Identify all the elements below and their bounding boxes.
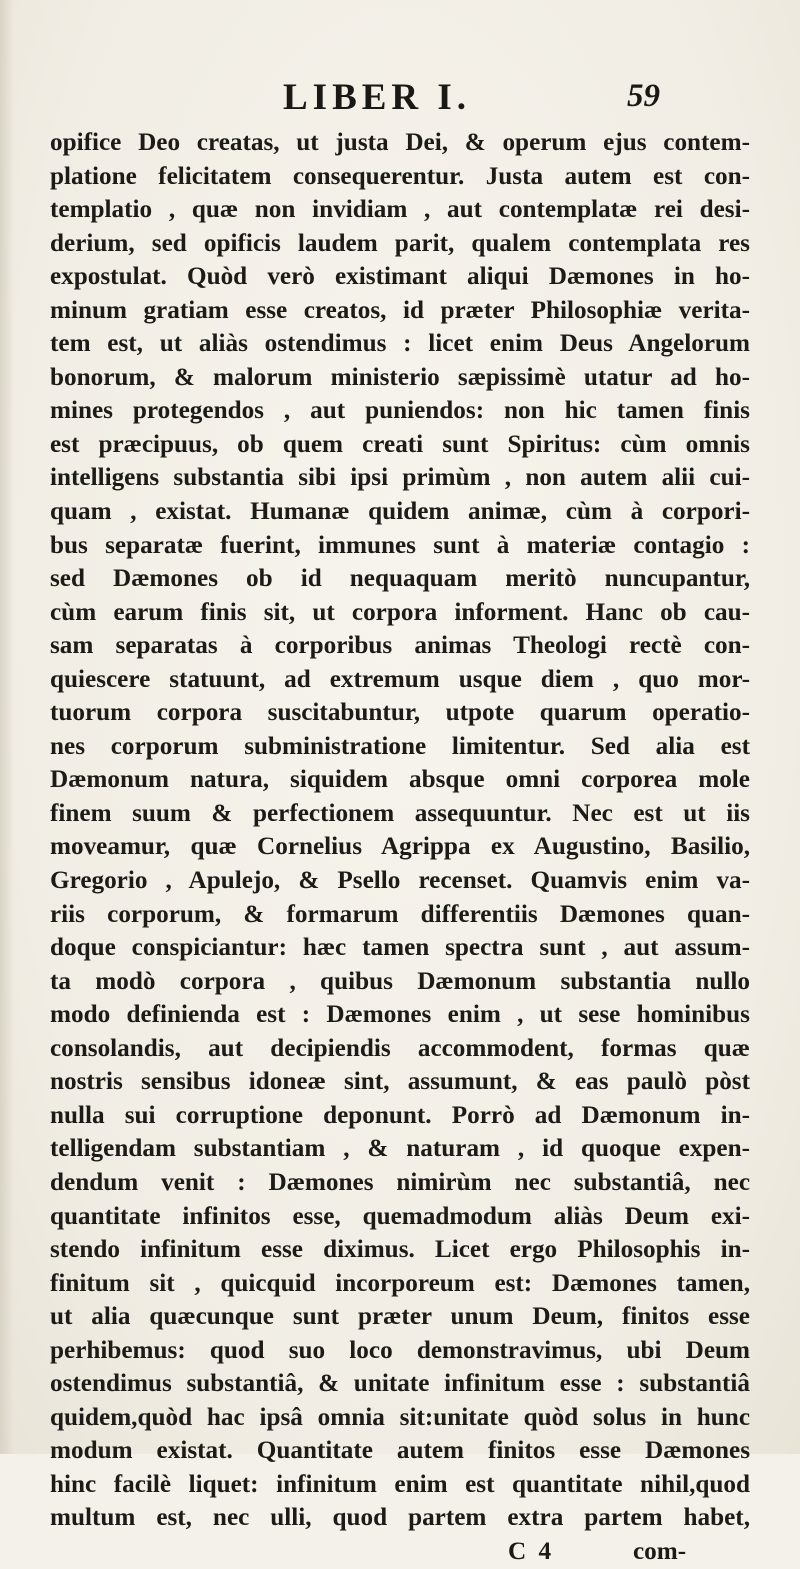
text-line: tuorum corpora suscitabuntur, utpote quarum operatio- xyxy=(50,699,750,727)
text-line: perhibemus: quod suo loco demonstravimus, ubi Deum xyxy=(50,1336,750,1364)
text-line: modo definienda est : Dæmones enim , ut sese hominibus xyxy=(50,1001,750,1029)
text-line: expostulat. Quòd verò existimant aliqui Dæmones in ho- xyxy=(50,263,750,291)
text-line: nulla sui corruptione deponunt. Porrò ad Dæmonum in- xyxy=(50,1101,750,1129)
text-line: bonorum, & malorum ministerio sæpissimè utatur ad ho- xyxy=(50,363,750,391)
page-number: 59 xyxy=(627,78,660,114)
text-line: modum existat. Quantitate autem finitos esse Dæmones xyxy=(50,1437,750,1465)
text-line: mines protegendos , aut puniendos: non hic tamen finis xyxy=(50,397,750,425)
text-line: platione felicitatem consequerentur. Justa autem est con- xyxy=(50,162,750,190)
text-line: moveamur, quæ Cornelius Agrippa ex Augustino, Basilio, xyxy=(50,833,750,861)
text-line: minum gratiam esse creatos, id præter Philosophiæ verita- xyxy=(50,296,750,324)
text-line: finem suum & perfectionem assequuntur. Nec est ut iis xyxy=(50,799,750,827)
text-line: ta modò corpora , quibus Dæmonum substantia nullo xyxy=(50,967,750,995)
catchword: com- xyxy=(633,1537,687,1565)
page-header xyxy=(0,76,800,116)
text-line: opifice Deo creatas, ut justa Dei, & operum ejus contem- xyxy=(50,129,750,156)
text-line: sed Dæmones ob id nequaquam meritò nuncupantur, xyxy=(50,565,750,593)
text-line: telligendam substantiam , & naturam , id quoque expen- xyxy=(50,1135,750,1163)
text-line: hinc facilè liquet: infinitum enim est quantitate nihil,quod xyxy=(50,1470,750,1498)
text-line: multum est, nec ulli, quod partem extra partem habet, xyxy=(50,1504,750,1532)
gutter-shadow xyxy=(0,0,14,1454)
text-line: quidem,quòd hac ipsâ omnia sit:unitate quòd solus in hunc xyxy=(50,1403,750,1431)
text-line: quam , existat. Humanæ quidem animæ, cùm à corpori- xyxy=(50,498,750,526)
text-line: Dæmonum natura, siquidem absque omni corporea mole xyxy=(50,766,750,794)
body-text xyxy=(50,126,750,1569)
text-line: nes corporum subministratione limitentur. Sed alia est xyxy=(50,732,750,760)
text-line: finitum sit , quicquid incorporeum est: Dæmones tamen, xyxy=(50,1269,750,1297)
catch-line xyxy=(50,1535,750,1569)
text-line: intelligens substantia sibi ipsi primùm , non autem alii cui- xyxy=(50,464,750,492)
running-head: LIBER I. xyxy=(283,77,472,118)
text-line: bus separatæ fuerint, immunes sunt à materiæ contagio : xyxy=(50,531,750,559)
text-line: derium, sed opificis laudem parit, qualem contemplata res xyxy=(50,229,750,257)
text-line: stendo infinitum esse diximus. Licet ergo Philosophis in- xyxy=(50,1236,750,1264)
text-line: Gregorio , Apulejo, & Psello recenset. Quamvis enim va- xyxy=(50,867,750,895)
text-line: cùm earum finis sit, ut corpora informent. Hanc ob cau- xyxy=(50,598,750,626)
text-line: sam separatas à corporibus animas Theologi rectè con- xyxy=(50,632,750,660)
text-line: ut alia quæcunque sunt præter unum Deum, finitos esse xyxy=(50,1303,750,1331)
text-line: doque conspiciantur: hæc tamen spectra sunt , aut assum- xyxy=(50,934,750,962)
text-line: quiescere statuunt, ad extremum usque diem , quo mor- xyxy=(50,665,750,693)
text-line: nostris sensibus idoneæ sint, assumunt, & eas paulò pòst xyxy=(50,1068,750,1096)
text-line: riis corporum, & formarum differentiis Dæmones quan- xyxy=(50,900,750,928)
text-line: consolandis, aut decipiendis accommodent, formas quæ xyxy=(50,1034,750,1062)
signature-mark: C 4 xyxy=(508,1537,555,1565)
text-line: ostendimus substantiâ, & unitate infinitum esse : substantiâ xyxy=(50,1370,750,1398)
text-line: quantitate infinitos esse, quemadmodum aliàs Deum exi- xyxy=(50,1202,750,1230)
text-line: tem est, ut aliàs ostendimus : licet enim Deus Angelorum xyxy=(50,330,750,358)
text-line: dendum venit : Dæmones nimirùm nec substantiâ, nec xyxy=(50,1168,750,1196)
text-line: templatio , quæ non invidiam , aut contemplatæ rei desi- xyxy=(50,196,750,224)
text-line: est præcipuus, ob quem creati sunt Spiritus: cùm omnis xyxy=(50,430,750,458)
